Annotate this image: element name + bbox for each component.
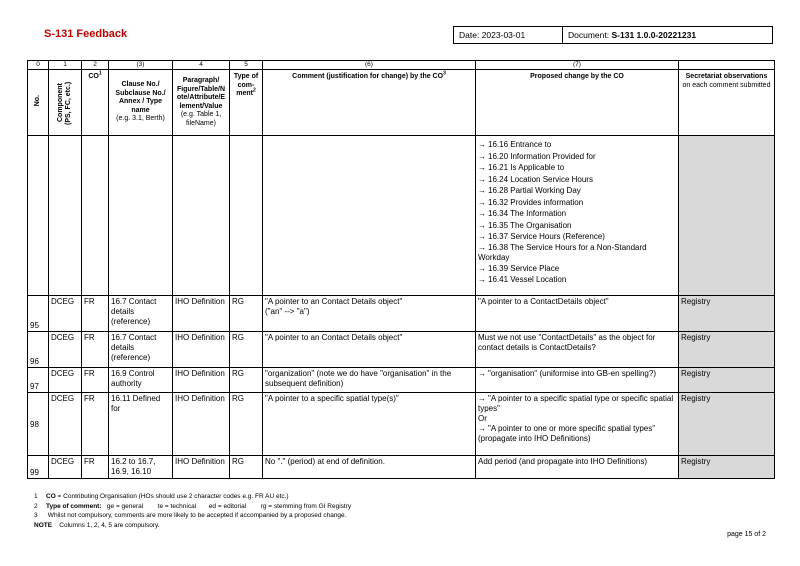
secretariat-cell: Registry	[679, 368, 775, 393]
arrow-right-icon: →	[478, 242, 486, 252]
list-item: → 16.39 Service Place	[478, 263, 560, 273]
arrow-right-icon: →	[478, 263, 486, 273]
page-number: page 15 of 2	[727, 531, 766, 538]
table-row-continuation	[28, 136, 775, 296]
table-row	[28, 393, 775, 456]
clause-cell: 16.7 Contact details (reference)	[109, 332, 173, 368]
co-cell: FR	[82, 332, 109, 368]
colnum: (7)	[476, 61, 679, 70]
cell	[49, 136, 82, 296]
arrow-right-icon: →	[478, 163, 486, 172]
arrow-right-icon: →	[478, 186, 486, 195]
type-cell: RG	[230, 368, 263, 393]
arrow-right-icon: →	[478, 197, 486, 207]
comment-cell: "A pointer to an Contact Details object"	[263, 332, 476, 368]
footnote-2: 2 Type of comment: ge = general te = technical ed = editorial rg = stemming from GI Registry	[34, 502, 352, 510]
header-type: Type of com- ment$^2$	[230, 70, 263, 136]
header-no: No.	[28, 70, 49, 136]
co-cell: FR	[82, 296, 109, 332]
table-row	[28, 456, 775, 479]
comment-cell: "organization" (note we do have "organisation" in the subsequent definition)	[263, 368, 476, 393]
row-number: 98	[28, 393, 49, 456]
header-proposed: Proposed change by the CO	[476, 70, 679, 136]
cell	[109, 136, 173, 296]
cell	[263, 136, 476, 296]
proposed-list-cell	[476, 136, 679, 296]
arrow-right-icon: →	[478, 232, 486, 241]
list-item: → 16.32 Provides information	[478, 197, 584, 207]
header-clause: Clause No./ Subclause No./ Annex / Type name (e.g. 3.1, Berth)	[109, 70, 173, 136]
arrow-right-icon: →	[478, 151, 486, 161]
arrow-right-icon: →	[478, 424, 486, 433]
list-item: → 16.41 Vessel Location	[478, 275, 567, 284]
footnote-note: NOTE Columns 1, 2, 4, 5 are compulsory.	[34, 521, 160, 529]
date-value: 2023-03-01	[481, 30, 526, 40]
component-cell: DCEG	[49, 368, 82, 393]
footnotes	[34, 492, 351, 530]
header-comment: Comment (justification for change) by the $CO^3$	[263, 70, 476, 136]
component-cell: DCEG	[49, 332, 82, 368]
feedback-table	[27, 60, 775, 479]
component-cell: DCEG	[49, 393, 82, 456]
header-secretariat: Secretariat observations on each comment submitted	[679, 70, 775, 136]
footnote-3: 3 Whilst not compulsory, comments are more likely to be accepted if accompanied by a proposed change.	[34, 512, 347, 519]
paragraph-cell: IHO Definition	[173, 368, 230, 393]
document-label: Document:	[568, 30, 610, 40]
comment-cell: "A pointer to an Contact Details object" ("an" --> "a")	[263, 296, 476, 332]
paragraph-cell: IHO Definition	[173, 393, 230, 456]
cell	[173, 136, 230, 296]
table-row	[28, 332, 775, 368]
arrow-right-icon: →	[478, 275, 486, 284]
list-item: → 16.34 The Information	[478, 209, 567, 218]
list-item: → 16.16 Entrance to	[478, 140, 552, 149]
secretariat-cell	[679, 136, 775, 296]
table-row	[28, 368, 775, 393]
list-item: → 16.35 The Organisation	[478, 220, 572, 230]
cell	[28, 136, 49, 296]
type-cell: RG	[230, 332, 263, 368]
page-title: S-131 Feedback	[44, 28, 128, 40]
colnum	[679, 61, 775, 70]
clause-cell: 16.11 Defined for	[109, 393, 173, 456]
document-value: S-131 1.0.0-20221231	[611, 30, 697, 40]
component-cell: DCEG	[49, 296, 82, 332]
co-cell: FR	[82, 456, 109, 479]
proposed-cell: Add period (and propagate into IHO Definitions)	[476, 456, 679, 479]
header-co: $CO^1$	[82, 70, 109, 136]
colnum: 1	[49, 61, 82, 70]
proposed-cell: → "A pointer to a specific spatial type or specific spatial types" Or → "A pointer to one or more specific spatial types" (propagate into IHO Definitions)	[476, 393, 679, 456]
list-item: → 16.24 Location Service Hours	[478, 174, 593, 184]
list-item: → 16.21 Is Applicable to	[478, 163, 565, 172]
comment-cell: "A pointer to a specific spatial type(s)"	[263, 393, 476, 456]
table-row	[28, 296, 775, 332]
footnote-1: 1 CO = Contributing Organisation (HOs should use 2 character codes e.g. FR AU etc.)	[34, 493, 289, 500]
date-box	[453, 26, 563, 44]
row-number: 97	[28, 368, 49, 393]
arrow-right-icon: →	[478, 174, 486, 184]
colnum: 4	[173, 61, 230, 70]
column-header-row	[28, 70, 775, 136]
secretariat-cell: Registry	[679, 393, 775, 456]
co-cell: FR	[82, 368, 109, 393]
co-cell: FR	[82, 393, 109, 456]
secretariat-cell: Registry	[679, 332, 775, 368]
paragraph-cell: IHO Definition	[173, 296, 230, 332]
header-component: Component (PS, FC, etc.)	[49, 70, 82, 136]
cell	[230, 136, 263, 296]
paragraph-cell: IHO Definition	[173, 456, 230, 479]
comment-cell: No "." (period) at end of definition.	[263, 456, 476, 479]
type-cell: RG	[230, 393, 263, 456]
row-number: 95	[28, 296, 49, 332]
arrow-right-icon: →	[478, 394, 486, 403]
clause-cell: 16.2 to 16.7, 16.9, 16.10	[109, 456, 173, 479]
date-label: Date:	[459, 30, 480, 40]
component-cell: DCEG	[49, 456, 82, 479]
secretariat-cell: Registry	[679, 296, 775, 332]
proposed-cell: "A pointer to a ContactDetails object"	[476, 296, 679, 332]
colnum: 2	[82, 61, 109, 70]
list-item: → 16.28 Partial Working Day	[478, 186, 581, 195]
clause-cell: 16.7 Contact details (reference)	[109, 296, 173, 332]
arrow-right-icon: →	[478, 209, 486, 218]
proposed-cell: Must we not use "ContactDetails" as the object for contact details is ContactDetails?	[476, 332, 679, 368]
cell	[82, 136, 109, 296]
header-paragraph: Paragraph/ Figure/Table/N ote/Attribute/E lement/Value (e.g. Table 1, fileName)	[173, 70, 230, 136]
row-number: 96	[28, 332, 49, 368]
arrow-right-icon: →	[478, 220, 486, 230]
column-number-row	[28, 61, 775, 70]
arrow-right-icon: →	[478, 369, 486, 378]
secretariat-cell: Registry	[679, 456, 775, 479]
proposed-cell: → "organisation" (uniformise into GB-en spelling?)	[476, 368, 679, 393]
colnum: (6)	[263, 61, 476, 70]
list-item: → 16.38 The Service Hours for a Non-Standard Workday	[478, 242, 647, 262]
row-number: 99	[28, 456, 49, 479]
colnum: 0	[28, 61, 49, 70]
colnum: 5	[230, 61, 263, 70]
type-cell: RG	[230, 296, 263, 332]
list-item: → 16.20 Information Provided for	[478, 151, 596, 161]
arrow-right-icon: →	[478, 140, 486, 149]
document-box	[562, 26, 773, 44]
list-item: → 16.37 Service Hours (Reference)	[478, 232, 605, 241]
clause-cell: 16.9 Control authority	[109, 368, 173, 393]
type-cell: RG	[230, 456, 263, 479]
colnum: (3)	[109, 61, 173, 70]
paragraph-cell: IHO Definition	[173, 332, 230, 368]
